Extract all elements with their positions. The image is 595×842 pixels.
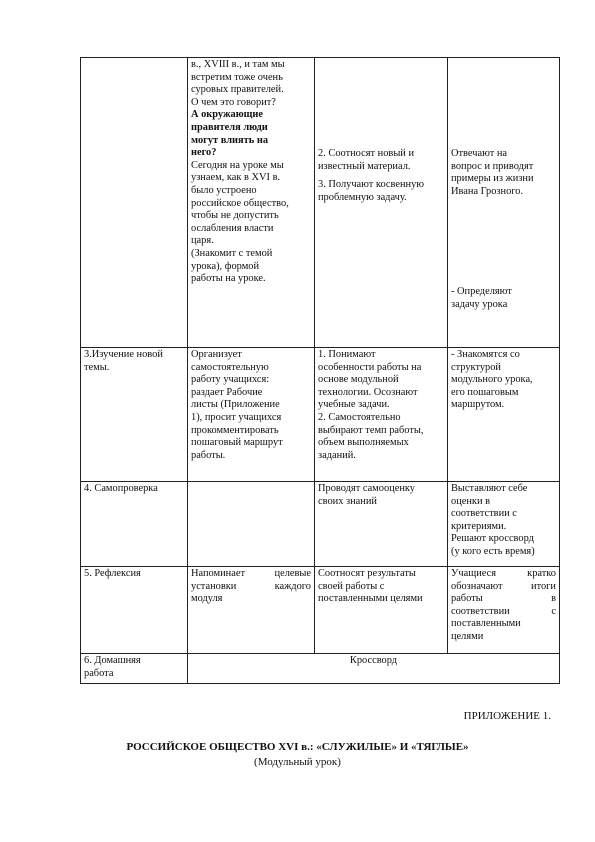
cell-text-line: заданий. (318, 449, 356, 461)
cell-text-line: Отвечают на (451, 148, 508, 159)
cell-text-line: работы в (451, 593, 556, 605)
cell-text-line: своих знаний (318, 495, 377, 507)
cell-text-line: соответствии с (451, 605, 556, 617)
cell-text-line: учебные задачи. (318, 399, 390, 411)
teacher-activity-cell (188, 567, 315, 654)
cell-text-line: поставленными (451, 618, 521, 630)
cell-text-line: 2. Самостоятельно (318, 411, 401, 423)
student-activity-cell (315, 482, 448, 567)
cell-text-line: его пошаговым (451, 386, 519, 398)
cell-text-line: 5. Рефлексия (84, 568, 141, 579)
cell-text-line: своей работы с (318, 580, 385, 592)
cell-text-line: модуля (191, 593, 223, 605)
cell-text-line: работы на уроке. (191, 273, 266, 285)
cell-text-line: Соотносят результаты (318, 568, 416, 579)
cell-text-line: Решают кроссворд (451, 533, 534, 545)
cell-text-line: прокомментировать (191, 424, 279, 436)
teacher-activity-cell (188, 58, 315, 348)
cell-text-line: самостоятельную (191, 361, 269, 373)
cell-text-line: Проводят самооценку (318, 483, 415, 494)
cell-text-line: узнаем, как в XVI в. (191, 172, 281, 184)
stage-cell (81, 482, 188, 567)
cell-text-line: структурой (451, 361, 501, 373)
cell-text-line: 2. Соотносят новый и (318, 148, 415, 159)
document-title: РОССИЙСКОЕ ОБЩЕСТВО XVI в.: «СЛУЖИЛЫЕ» И «ТЯГЛЫЕ» (126, 741, 469, 753)
cell-text-line: 1), просит учащихся (191, 411, 282, 423)
cell-text-line: 6. Домашняя (84, 655, 141, 666)
cell-text-line: 1. Понимают (318, 349, 376, 360)
cell-text-line: листы (Приложение (191, 399, 280, 411)
homework-cell: Кроссворд (188, 654, 560, 684)
cell-text-line: Выставляют себе (451, 483, 528, 494)
cell-text-line: чтобы не допустить (191, 210, 279, 222)
cell-text-line: (у кого есть время) (451, 545, 535, 557)
cell-text-line: было устроено (191, 184, 257, 196)
cell-text-line: урока), формой (191, 260, 260, 272)
student-activity-cell (315, 567, 448, 654)
cell-text-line: суровых правителей. (191, 84, 284, 96)
cell-text-line: О чем это говорит? (191, 96, 276, 108)
cell-text-line: правителя люди (191, 121, 268, 133)
table-row (81, 482, 560, 567)
cell-text-line: целями (451, 630, 484, 642)
student-activity-cell (315, 58, 448, 348)
cell-text-line: в., XVIII в., и там мы (191, 59, 285, 70)
stage-cell (81, 654, 188, 684)
cell-text-line: ослабления власти (191, 222, 274, 234)
cell-text-line: обозначают итоги (451, 580, 556, 592)
cell-text-line: особенности работы на (318, 361, 422, 373)
cell-text-line: примеры из жизни (451, 173, 534, 185)
table-row (81, 348, 560, 482)
cell-text-line: основе модульной (318, 374, 399, 386)
cell-text-line: объем выполняемых (318, 437, 409, 449)
cell-text-line: раздает Рабочие (191, 386, 263, 398)
cell-text-line: - Определяют (451, 286, 512, 298)
cell-text-line: поставленными целями (318, 593, 423, 605)
cell-text-line: Организует (191, 349, 242, 360)
stage-cell (81, 58, 188, 348)
cell-text-line: задачу урока (451, 298, 508, 310)
cell-text-line: Напоминает целевые (191, 568, 311, 579)
stage-cell (81, 567, 188, 654)
appendix-label: ПРИЛОЖЕНИЕ 1. (463, 710, 551, 722)
cell-text-line: известный материал. (318, 160, 411, 172)
result-cell (448, 482, 560, 567)
cell-text-line: Учащиеся кратко (451, 568, 556, 579)
cell-text-line: технологии. Осознают (318, 386, 418, 398)
cell-text-line: соответствии с (451, 508, 517, 520)
cell-text-line: модульного урока, (451, 374, 533, 386)
cell-text-line: Ивана Грозного. (451, 185, 524, 197)
lesson-plan-table (80, 57, 560, 684)
cell-text-line: 4. Самопроверка (84, 483, 158, 494)
cell-text-line: 3.Изучение новой (84, 349, 163, 360)
cell-text-line: вопрос и приводят (451, 160, 534, 172)
result-cell (448, 348, 560, 482)
table-row (81, 654, 560, 684)
teacher-activity-cell (188, 348, 315, 482)
table-row (81, 58, 560, 348)
cell-text-line: могут влиять на (191, 134, 269, 146)
cell-text-line: царя. (191, 235, 214, 247)
cell-text-line: 3. Получают косвенную (318, 179, 425, 191)
result-cell (448, 58, 560, 348)
cell-text-line: оценки в (451, 495, 491, 507)
result-cell (448, 567, 560, 654)
cell-text-line: темы. (84, 361, 110, 373)
cell-text-line: встретим тоже очень (191, 71, 283, 83)
table-row (81, 567, 560, 654)
cell-text-line: критериями. (451, 520, 507, 532)
student-activity-cell (315, 348, 448, 482)
cell-text-line: российское общество, (191, 197, 289, 209)
cell-text-line: пошаговый маршрут (191, 437, 283, 449)
cell-text-line: А окружающие (191, 109, 264, 121)
cell-text-line: установки каждого (191, 580, 311, 592)
cell-text-line: проблемную задачу. (318, 191, 407, 203)
cell-text-line: работа (84, 667, 114, 679)
cell-text-line: маршрутом. (451, 399, 505, 411)
cell-text-line: него? (191, 147, 217, 159)
document-subtitle: (Модульный урок) (254, 756, 341, 768)
cell-text-line: - Знакомятся со (451, 349, 520, 360)
teacher-activity-cell (188, 482, 315, 567)
cell-text-line: (Знакомит с темой (191, 247, 273, 259)
cell-text-line: Сегодня на уроке мы (191, 159, 284, 171)
cell-text-line: работу учащихся: (191, 374, 270, 386)
cell-text-line: выбирают темп работы, (318, 424, 424, 436)
stage-cell (81, 348, 188, 482)
cell-text-line: работы. (191, 449, 226, 461)
